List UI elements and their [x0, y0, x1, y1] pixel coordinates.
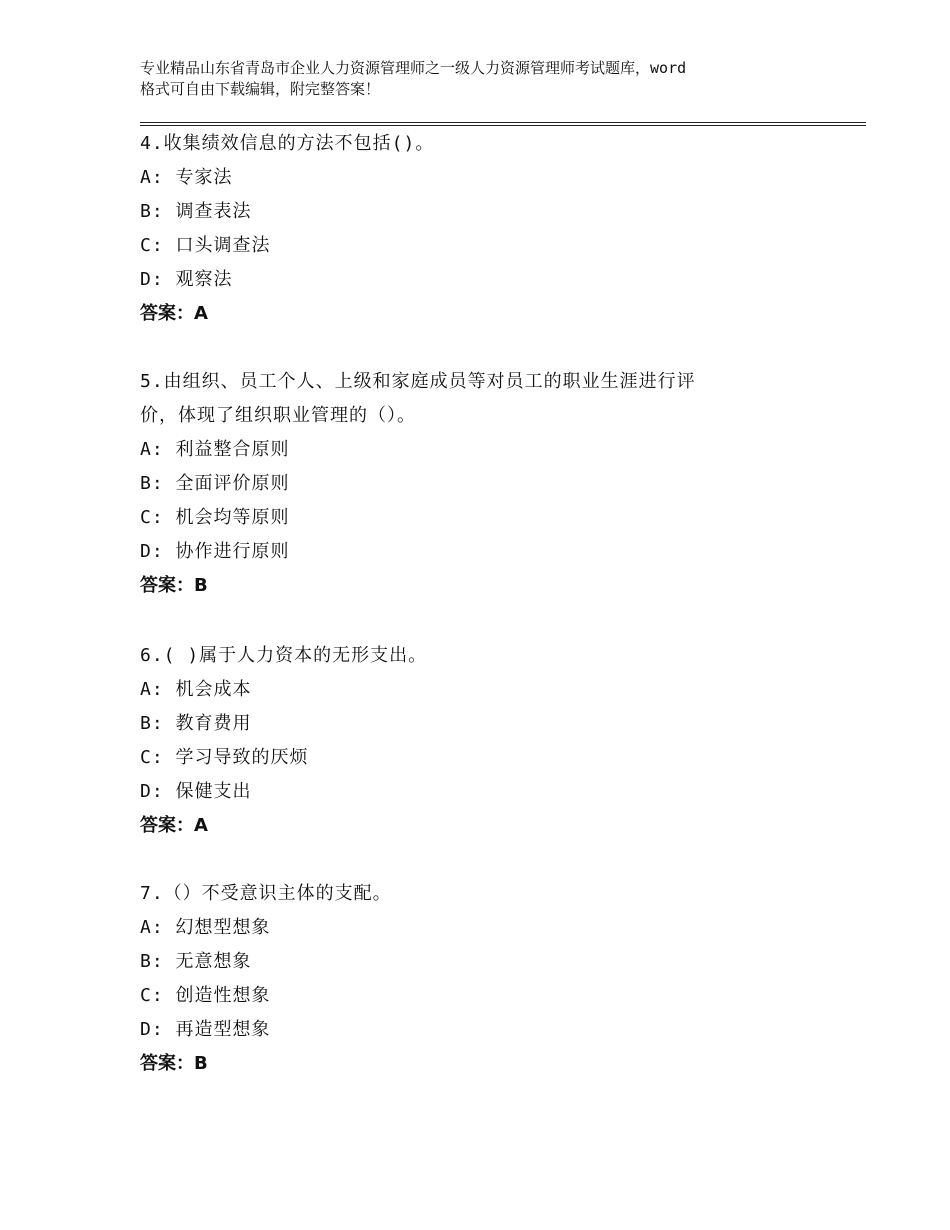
option-b: B: 调查表法: [140, 201, 252, 222]
question-stem-line-2: 价，体现了组织职业管理的（）。: [140, 405, 416, 426]
option-c: C: 创造性想象: [140, 985, 271, 1006]
question-stem: 4.收集绩效信息的方法不包括()。: [140, 133, 435, 154]
option-a: A: 机会成本: [140, 679, 252, 700]
question-6: [140, 639, 820, 843]
option-b: B: 无意想象: [140, 951, 252, 972]
option-b: B: 全面评价原则: [140, 473, 290, 494]
question-stem: 6.( )属于人力资本的无形支出。: [140, 645, 428, 666]
question-stem: 7.（）不受意识主体的支配。: [140, 883, 392, 904]
option-c: C: 学习导致的厌烦: [140, 747, 309, 768]
header-line-1: 专业精品山东省青岛市企业人力资源管理师之一级人力资源管理师考试题库，word: [140, 59, 687, 77]
option-b: B: 教育费用: [140, 713, 252, 734]
document-header: [140, 58, 840, 100]
header-divider-top: [140, 122, 866, 123]
answer-label: 答案：A: [140, 303, 208, 324]
answer-label: 答案：B: [140, 575, 208, 596]
option-d: D: 再造型想象: [140, 1019, 271, 1040]
option-c: C: 机会均等原则: [140, 507, 290, 528]
header-line-2: 格式可自由下载编辑，附完整答案！: [140, 80, 381, 98]
option-a: A: 幻想型想象: [140, 917, 271, 938]
answer-label: 答案：A: [140, 815, 208, 836]
option-d: D: 观察法: [140, 269, 233, 290]
question-7: [140, 877, 820, 1081]
question-stem-line-1: 5.由组织、员工个人、上级和家庭成员等对员工的职业生涯进行评: [140, 371, 696, 392]
question-4: [140, 127, 820, 331]
option-d: D: 协作进行原则: [140, 541, 290, 562]
question-5: [140, 365, 820, 603]
option-d: D: 保健支出: [140, 781, 252, 802]
header-divider-bottom: [140, 125, 866, 126]
option-a: A: 专家法: [140, 167, 233, 188]
answer-label: 答案：B: [140, 1053, 208, 1074]
option-a: A: 利益整合原则: [140, 439, 290, 460]
option-c: C: 口头调查法: [140, 235, 271, 256]
